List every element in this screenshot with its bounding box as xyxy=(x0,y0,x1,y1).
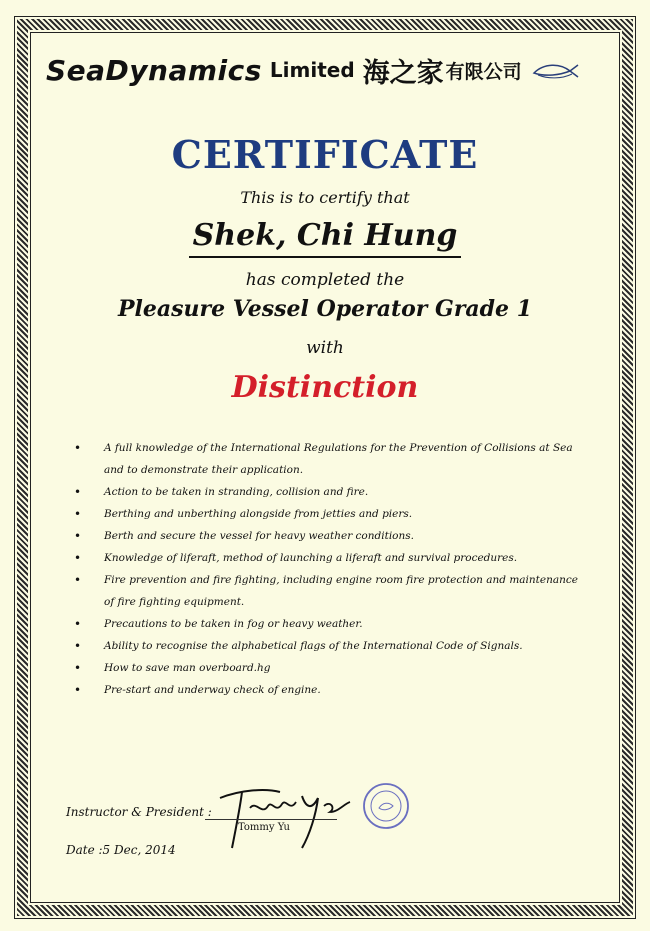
competency-item: • A full knowledge of the International Regulations for the Prevention of Collisions at Sea and to demonstrate their application. xyxy=(66,437,586,481)
distinction-grade: Distinction xyxy=(231,370,419,405)
competency-item: • Precautions to be taken in fog or heavy weather. xyxy=(66,613,586,635)
brand-suffix: Limited xyxy=(269,58,355,82)
brand-chinese-suffix: 有限公司 xyxy=(445,60,522,83)
competency-item: • Berthing and unberthing alongside from jetties and piers. xyxy=(66,503,586,525)
recipient-name: Shek, Chi Hung xyxy=(189,218,462,258)
signer-name: Tommy Yu xyxy=(238,822,290,833)
competency-list xyxy=(66,437,586,701)
competency-item: • How to save man overboard.hg xyxy=(66,657,586,679)
with-line: with xyxy=(306,338,344,358)
brand-name: SeaDynamics xyxy=(46,53,262,87)
company-header xyxy=(46,50,616,90)
issue-date: Date :5 Dec, 2014 xyxy=(66,843,176,857)
competency-item: • Berth and secure the vessel for heavy weather conditions. xyxy=(66,525,586,547)
fish-logo-icon xyxy=(532,59,580,81)
signature-mark xyxy=(210,778,360,858)
signature-line xyxy=(205,819,337,820)
course-name: Pleasure Vessel Operator Grade 1 xyxy=(117,296,533,322)
competency-item: • Fire prevention and fire fighting, including engine room fire protection and maintenance of fire fighting equipment. xyxy=(66,569,586,613)
brand-chinese-name: 海之家 xyxy=(362,57,444,89)
recipient-wrap xyxy=(0,218,650,258)
completed-line: has completed the xyxy=(245,270,405,290)
competency-item: • Pre-start and underway check of engine. xyxy=(66,679,586,701)
instructor-label: Instructor & President : xyxy=(66,805,212,819)
competency-item: • Knowledge of liferaft, method of launching a liferaft and survival procedures. xyxy=(66,547,586,569)
competency-item: • Action to be taken in stranding, collision and fire. xyxy=(66,481,586,503)
competency-item: • Ability to recognise the alphabetical flags of the International Code of Signals. xyxy=(66,635,586,657)
company-stamp-icon xyxy=(362,782,410,830)
certify-line: This is to certify that xyxy=(240,188,410,207)
certificate-title: CERTIFICATE xyxy=(171,132,479,177)
